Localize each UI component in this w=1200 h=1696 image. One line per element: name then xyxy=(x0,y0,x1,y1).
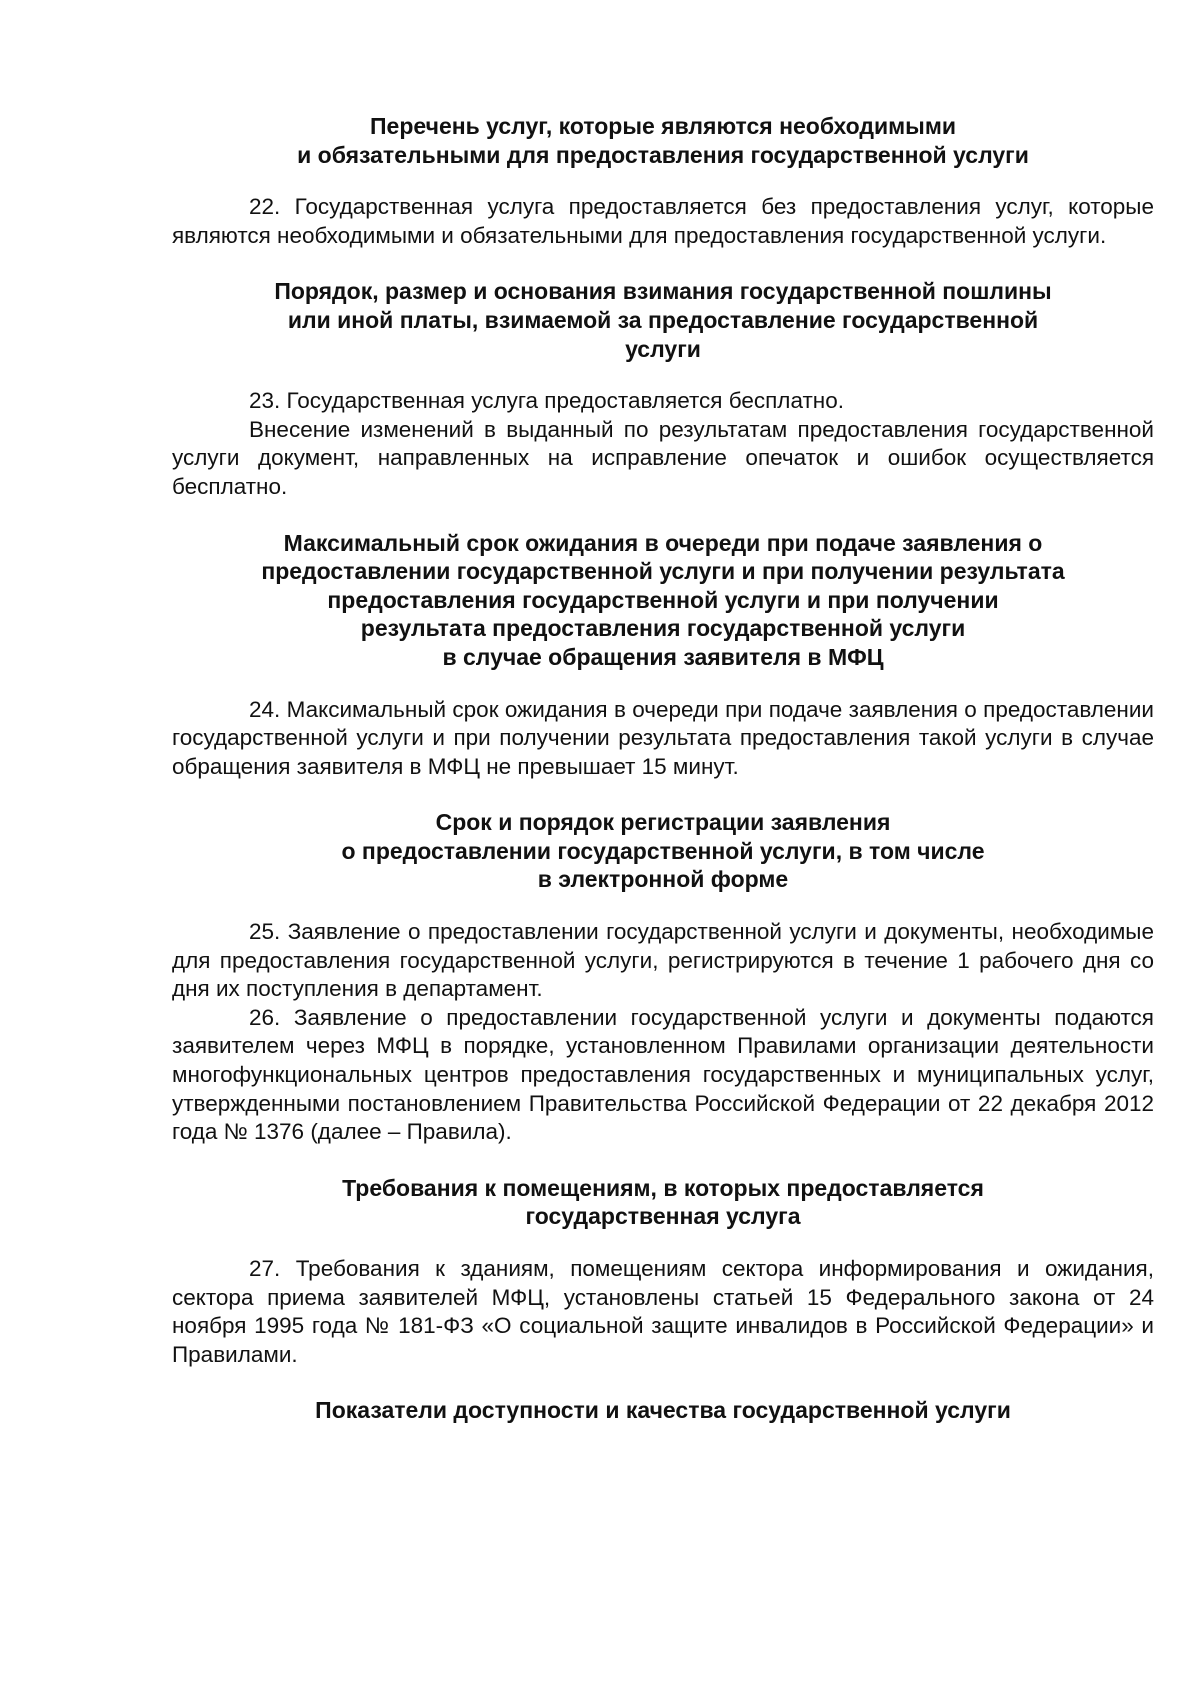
paragraph: Внесение изменений в выданный по результатам предоставления государственной услуги документ, направленных на исправление опечаток и ошибок осуществляется бесплатно. xyxy=(172,416,1154,499)
heading-line: Порядок, размер и основания взимания государственной пошлины xyxy=(274,278,1052,305)
section-heading xyxy=(172,112,1154,169)
paragraph: 24. Максимальный срок ожидания в очереди при подаче заявления о предоставлении государственной услуги и при получении результата предоставления такой услуги в случае обращения заявителя в МФЦ не превышает 15 минут. xyxy=(172,696,1154,779)
heading-line: Срок и порядок регистрации заявления xyxy=(435,809,891,836)
heading-line: предоставлении государственной услуги и при получении результата xyxy=(261,558,1065,585)
heading-line: в электронной форме xyxy=(537,866,789,893)
heading-line: Максимальный срок ожидания в очереди при подаче заявления о xyxy=(283,529,1043,556)
paragraph: 25. Заявление о предоставлении государственной услуги и документы, необходимые для предоставления государственной услуги, регистрируются в течение 1 рабочего дня со дня их поступления в департамент. xyxy=(172,919,1154,1002)
section-heading xyxy=(172,1174,1154,1231)
section-heading xyxy=(172,277,1154,363)
paragraph: 26. Заявление о предоставлении государственной услуги и документы подаются заявителем через МФЦ в порядке, установленном Правилами организации деятельности многофункциональных центров предоставления государственных и муниципальных услуг, утвержденными постановлением Правительства Российской Федерации от 22 декабря 2012 года № 1376 (далее – Правила). xyxy=(172,1004,1154,1145)
section-heading xyxy=(172,1396,1154,1425)
heading-line: Требования к помещениям, в которых предоставляется xyxy=(342,1174,984,1201)
heading-line: о предоставлении государственной услуги, в том числе xyxy=(341,837,985,864)
heading-line: государственная услуга xyxy=(525,1203,801,1230)
heading-line: или иной платы, взимаемой за предоставление государственной xyxy=(287,306,1039,333)
document-page xyxy=(172,112,1154,1425)
heading-line: Показатели доступности и качества государственной услуги xyxy=(315,1397,1011,1424)
heading-line: Перечень услуг, которые являются необходимыми xyxy=(370,113,956,139)
section-heading xyxy=(172,529,1154,672)
paragraph: 22. Государственная услуга предоставляется без предоставления услуг, которые являются необходимыми и обязательными для предоставления государственной услуги. xyxy=(172,194,1154,248)
paragraph: 23. Государственная услуга предоставляется бесплатно. xyxy=(249,388,844,414)
heading-line: результата предоставления государственной услуги xyxy=(360,615,966,642)
heading-line: предоставления государственной услуги и при получении xyxy=(327,586,999,613)
paragraph: 27. Требования к зданиям, помещениям сектора информирования и ожидания, сектора приема заявителей МФЦ, установлены статьей 15 Федерального закона от 24 ноября 1995 года № 181-ФЗ «О социальной защите инвалидов в Российской Федерации» и Правилами. xyxy=(172,1256,1154,1367)
heading-line: в случае обращения заявителя в МФЦ xyxy=(442,643,884,670)
section-heading xyxy=(172,808,1154,894)
heading-line: и обязательными для предоставления государственной услуги xyxy=(297,141,1029,168)
heading-line: услуги xyxy=(625,335,701,362)
